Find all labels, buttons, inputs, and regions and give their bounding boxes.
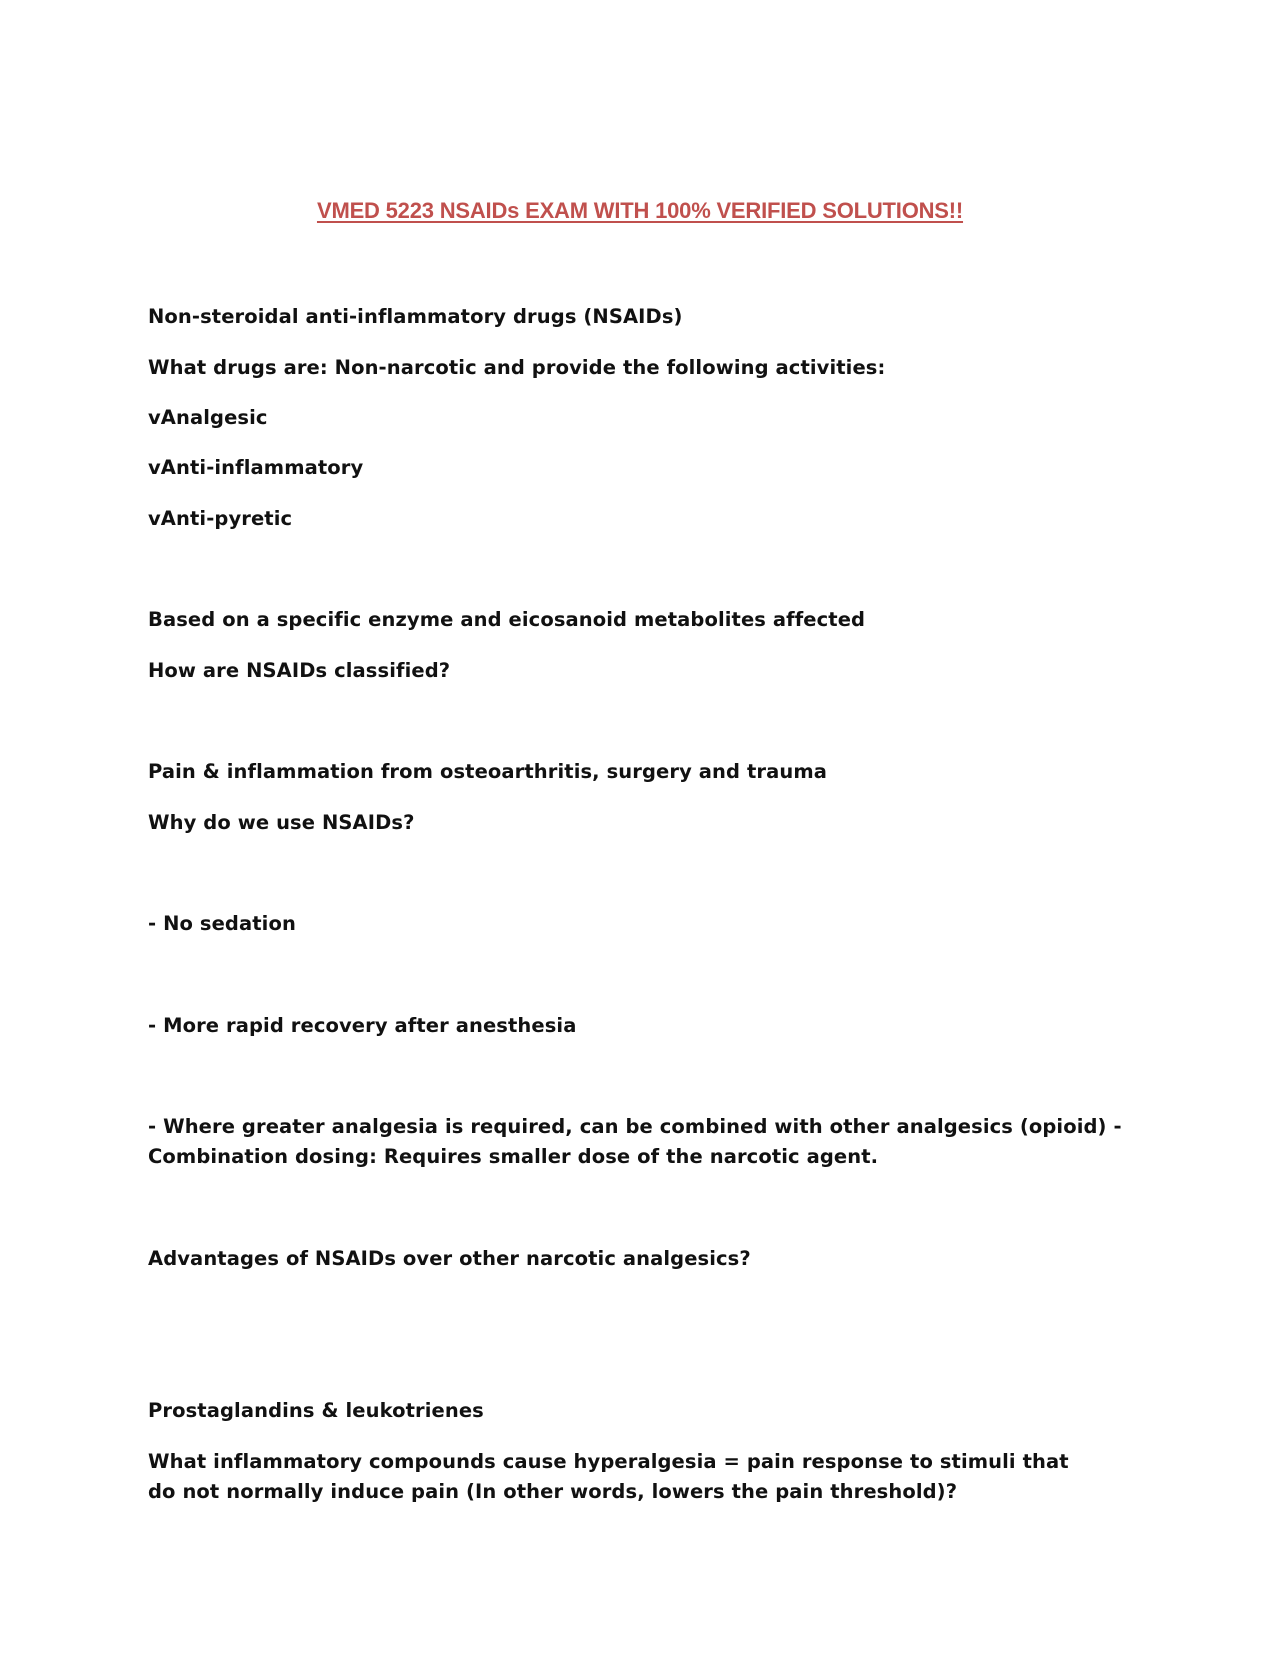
answer-line: - No sedation: [148, 912, 296, 935]
bullet-line: vAnti-inflammatory: [148, 456, 364, 479]
answer-line: Based on a specific enzyme and eicosanoid metabolites affected: [148, 608, 866, 631]
bullet-line: vAnti-pyretic: [148, 507, 293, 530]
question-line: What drugs are: Non-narcotic and provide the following activities:: [148, 356, 886, 379]
question-line: Advantages of NSAIDs over other narcotic analgesics?: [148, 1247, 751, 1270]
answer-line: - More rapid recovery after anesthesia: [148, 1014, 577, 1037]
answer-line: Non-steroidal anti-inflammatory drugs (NSAIDs): [148, 305, 683, 328]
answer-line: Prostaglandins & leukotrienes: [148, 1399, 484, 1422]
question-line: Why do we use NSAIDs?: [148, 811, 415, 834]
question-paragraph: What inflammatory compounds cause hyperalgesia = pain response to stimuli that do not normally induce pain (In other words, lowers the pain threshold)?: [148, 1450, 1069, 1503]
answer-line: Pain & inflammation from osteoarthritis, surgery and trauma: [148, 760, 828, 783]
document-title: VMED 5223 NSAIDs EXAM WITH 100% VERIFIED SOLUTIONS!!: [316, 198, 964, 223]
bullet-line: vAnalgesic: [148, 406, 268, 429]
question-line: How are NSAIDs classified?: [148, 659, 451, 682]
answer-paragraph: - Where greater analgesia is required, can be combined with other analgesics (opioid) - Combination dosing: Requires smaller dose of the narcotic agent.: [148, 1115, 1122, 1168]
